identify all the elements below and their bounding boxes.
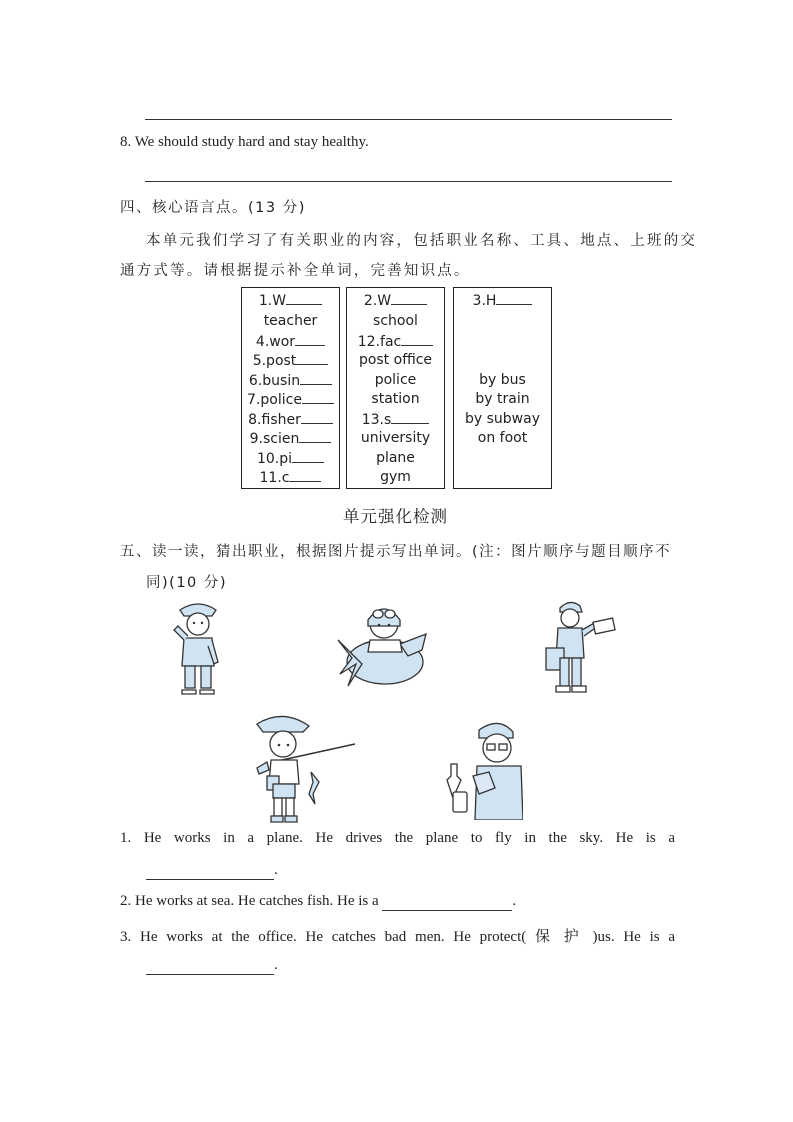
question-1-answer[interactable] <box>146 862 278 880</box>
box1-item: 5.post <box>242 352 339 369</box>
question-1 <box>120 830 675 847</box>
question-3-text: 3. He works at the office. He catches bad men. He protect( 保 护 )us. He is a <box>120 929 675 945</box>
question-2 <box>120 893 516 911</box>
answer-line-7[interactable] <box>145 119 672 120</box>
question-3 <box>120 925 675 946</box>
question-3-end: . <box>274 957 278 973</box>
box2-item: police <box>374 372 417 388</box>
section-four-heading: 四、核心语言点。(13 分) <box>120 200 306 216</box>
question-1-text: 1. He works in a plane. He drives the plane to fly in the sky. He is a <box>120 830 675 846</box>
box1-item: 4.wor <box>242 333 339 350</box>
box3-item: by train <box>475 391 530 407</box>
box3-item: by subway <box>465 411 540 427</box>
box1-item: 9.scien <box>242 430 339 447</box>
box1-item: 6.busin <box>242 372 339 389</box>
section-five-heading-2: 同)(10 分) <box>146 575 228 591</box>
postman-picture <box>542 598 618 696</box>
box2-item: plane <box>376 450 415 466</box>
box1-item: 8.fisher <box>242 411 339 428</box>
question-2-text: 2. He works at sea. He catches fish. He is a <box>120 893 379 909</box>
question-1-end: . <box>274 862 278 878</box>
section-four-intro-1: 本单元我们学习了有关职业的内容，包括职业名称、工具、地点、上班的交 <box>146 233 698 249</box>
word-box-jobs <box>241 287 340 489</box>
box2-item: 12.fac <box>347 333 444 350</box>
scientist-picture <box>443 716 523 820</box>
word-box-places <box>346 287 445 489</box>
box1-item: 11.c <box>242 469 339 486</box>
box2-item: university <box>360 430 431 446</box>
question-8: 8. We should study hard and stay healthy. <box>120 134 369 150</box>
box2-item: station <box>371 391 420 407</box>
section-four-intro-2: 通方式等。请根据提示补全单词，完善知识点。 <box>120 263 471 279</box>
police-officer-picture <box>170 596 226 696</box>
box2-header: 2.W <box>347 292 444 309</box>
question-2-end: . <box>512 893 517 909</box>
section-five-heading-1: 五、读一读，猜出职业，根据图片提示写出单词。(注：图片顺序与题目顺序不 <box>120 544 672 560</box>
box3-header: 3.H <box>454 292 551 309</box>
box3-item: by bus <box>479 372 526 388</box>
box1-header: 1.W <box>242 292 339 309</box>
unit-test-title: 单元强化检测 <box>343 507 448 526</box>
box1-item: 7.police <box>242 391 339 408</box>
box1-item: teacher <box>263 313 318 329</box>
word-box-transport <box>453 287 552 489</box>
box2-item: gym <box>380 469 411 485</box>
answer-line-8[interactable] <box>145 181 672 182</box>
question-2-answer[interactable] <box>382 893 512 911</box>
question-3-answer[interactable] <box>146 957 278 975</box>
box2-item: 13.s <box>347 411 444 428</box>
box2-item: post office <box>358 352 433 368</box>
box1-item: 10.pi <box>242 450 339 467</box>
pilot-picture <box>330 600 430 692</box>
fisherman-picture <box>253 712 357 824</box>
box3-item: on foot <box>477 430 528 446</box>
box2-item: school <box>373 313 418 329</box>
